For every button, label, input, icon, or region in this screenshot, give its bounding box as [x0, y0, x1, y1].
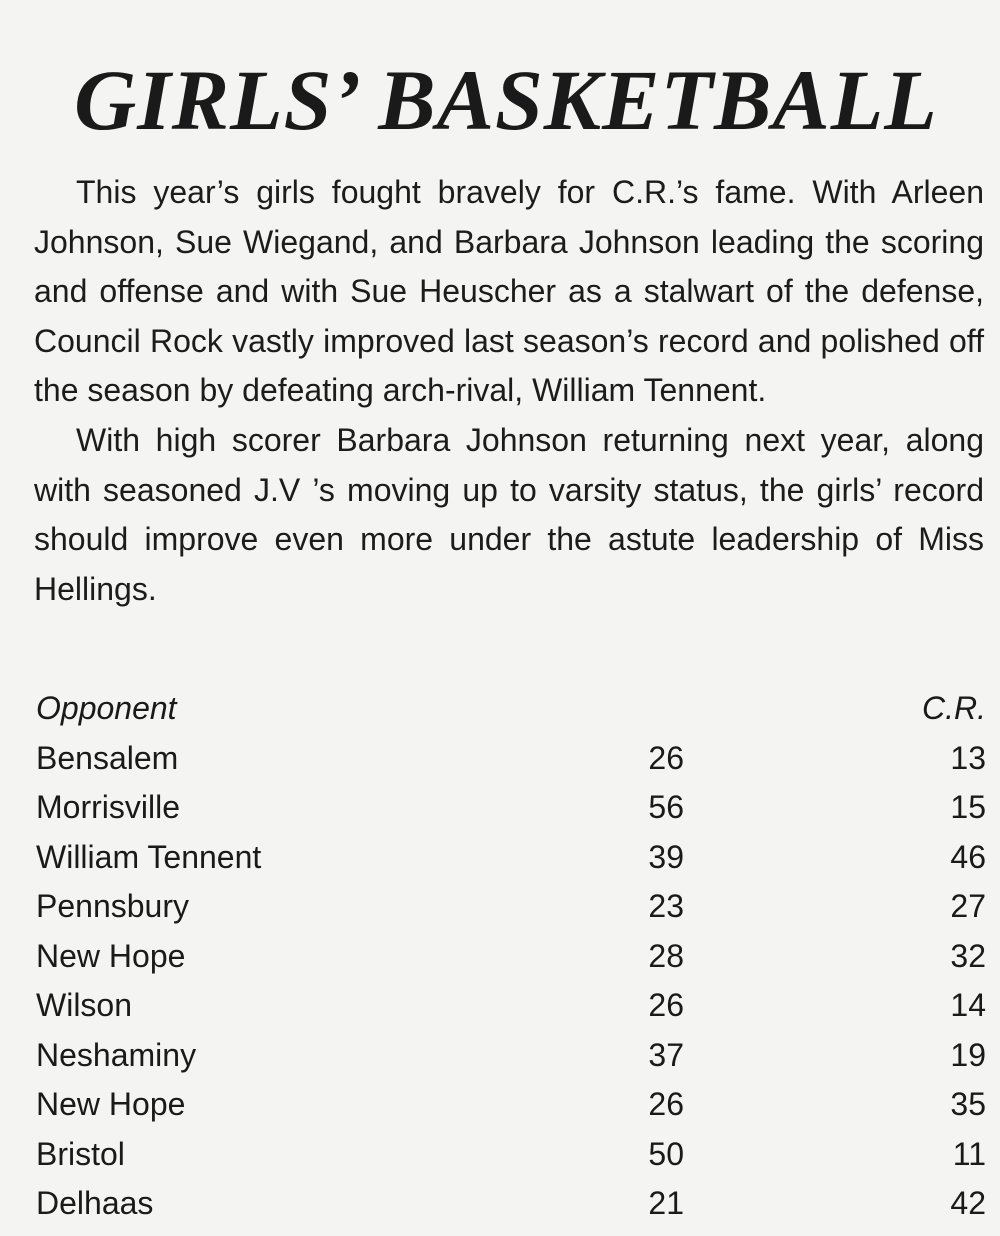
- table-header-row: [34, 684, 986, 734]
- opponent-score: 26: [648, 1086, 684, 1122]
- opponent-name: Wilson: [36, 987, 133, 1023]
- opponent-name: New Hope: [36, 937, 186, 974]
- table-row: [34, 1179, 986, 1229]
- table-row: [34, 981, 986, 1031]
- opponent-name: Bensalem: [36, 739, 179, 776]
- cr-score: 32: [950, 937, 986, 974]
- cr-score: 35: [950, 1086, 986, 1122]
- table-row: [34, 1080, 986, 1130]
- opponent-score: 21: [648, 1185, 684, 1221]
- table-row: [34, 783, 986, 833]
- cr-score: 46: [950, 838, 986, 875]
- article-body: [34, 168, 984, 614]
- opponent-name: Delhaas: [36, 1185, 154, 1221]
- paragraph: With high scorer Barbara Johnson returning next year, along with seasoned J.V ’s moving up to varsity status, the girls’ record should improve even more under the astute leadership of Miss Hellings.: [34, 421, 984, 607]
- opponent-column-header: Opponent: [36, 690, 177, 726]
- opponent-score: 56: [648, 789, 684, 825]
- cr-score: 27: [950, 888, 986, 924]
- table-row: [34, 882, 986, 932]
- cr-score: 42: [950, 1185, 986, 1221]
- cr-score: 13: [950, 739, 986, 776]
- table-row: [34, 734, 986, 784]
- opponent-score: 26: [648, 739, 684, 776]
- table-row: [34, 833, 986, 883]
- cr-score: 15: [950, 789, 986, 825]
- opponent-score: 39: [648, 838, 684, 875]
- opponent-name: Neshaminy: [36, 1036, 197, 1073]
- opponent-score: 26: [648, 987, 684, 1023]
- table-row: [34, 1031, 986, 1081]
- page-title: GIRLS’ BASKETBALL: [74, 52, 938, 148]
- opponent-score: 28: [648, 937, 684, 974]
- opponent-name: Morrisville: [36, 789, 180, 825]
- cr-score: 11: [952, 1135, 986, 1172]
- opponent-name: Pennsbury: [36, 888, 189, 924]
- cr-score: 14: [950, 987, 986, 1023]
- paragraph: This year’s girls fought bravely for C.R.’s fame. With Arleen Johnson, Sue Wiegand, and Barbara Johnson leading the scoring and offense and with Sue Heuscher as a stalwart of the defense, Council Rock vastly improved last season’s record and polished off the season by defeating arch-rival, William Tennent.: [34, 174, 984, 409]
- table-row: [34, 932, 986, 982]
- opponent-score: 23: [648, 888, 684, 924]
- cr-column-header: C.R.: [922, 690, 986, 726]
- opponent-score: 37: [648, 1036, 684, 1073]
- opponent-score: 50: [648, 1135, 684, 1172]
- cr-score: 19: [950, 1036, 986, 1073]
- opponent-name: New Hope: [36, 1086, 186, 1122]
- table-row: [34, 1130, 986, 1180]
- game-results-table: [34, 684, 986, 1229]
- opponent-name: William Tennent: [36, 838, 262, 875]
- opponent-name: Bristol: [36, 1135, 125, 1172]
